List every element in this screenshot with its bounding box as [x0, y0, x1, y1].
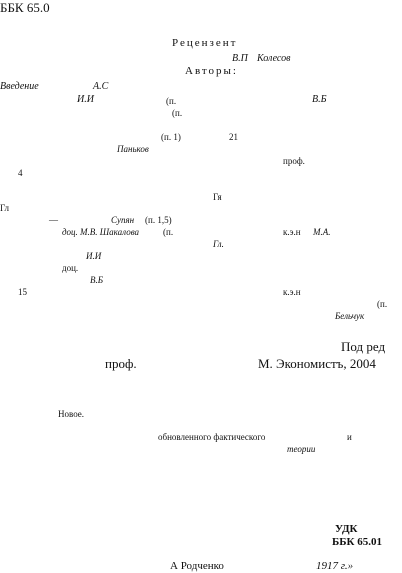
- author-initials-ma: М.А.: [313, 227, 331, 237]
- introduction-label: Введение: [0, 81, 39, 92]
- author-supyan: Супян: [111, 215, 135, 225]
- degree-ken-2: к.э.н: [283, 287, 301, 297]
- footer-year: 1917 г.»: [316, 560, 354, 572]
- dash: —: [49, 215, 58, 225]
- degree-ken-1: к.э.н: [283, 227, 301, 237]
- docent-label: доц.: [62, 263, 79, 273]
- chapter-short: Гя: [213, 192, 222, 202]
- author-pankov: Паньков: [117, 144, 149, 154]
- abstract-new: Новое.: [58, 409, 85, 419]
- author-initials-ii: И.И: [77, 94, 94, 105]
- number-4: 4: [18, 168, 23, 178]
- abstract-theory: теории: [287, 444, 316, 454]
- author-initials-as: А.С: [93, 81, 109, 92]
- abstract-updated: обновленного фактического: [158, 432, 266, 442]
- section-ref-4: (п.: [163, 227, 174, 237]
- header-bbk: ББК 65.0: [0, 0, 50, 15]
- reviewer-label: Рецензент: [172, 37, 238, 49]
- footer-bbk: ББК 65.01: [332, 536, 383, 548]
- prof-label-1: проф.: [283, 156, 305, 166]
- section-ref-5: (п.: [377, 299, 388, 309]
- footer-author: А Родченко: [170, 560, 224, 572]
- section-ref-1: (п.: [166, 96, 177, 106]
- author-initials-ii-2: И.И: [86, 251, 102, 261]
- chapter-gl-1: Гл: [0, 203, 10, 213]
- editor-prof: проф.: [105, 356, 137, 371]
- abstract-and: и: [347, 432, 352, 442]
- authors-label: Авторы:: [185, 65, 238, 77]
- section-ref-2: (п.: [172, 108, 183, 118]
- reviewer-initials: В.П: [232, 53, 248, 64]
- number-21: 21: [229, 132, 238, 142]
- author-shakalova: доц. М.В. Шакалова: [62, 227, 140, 237]
- section-ref-3: (п. 1): [161, 132, 181, 142]
- number-15: 15: [18, 287, 27, 297]
- author-initials-vb-2: В.Б: [90, 275, 104, 285]
- udk-label: УДК: [335, 523, 358, 535]
- chapter-gl-2: Гл.: [213, 239, 224, 249]
- city-publisher-year: М. Экономистъ, 2004: [258, 356, 376, 371]
- edited-by-label: Под ред: [341, 339, 386, 354]
- reviewer-surname: Колесов: [257, 53, 291, 64]
- section-ref-15: (п. 1,5): [145, 215, 172, 225]
- author-belchuk: Бельчук: [335, 311, 365, 321]
- author-initials-vb: В.Б: [312, 94, 327, 105]
